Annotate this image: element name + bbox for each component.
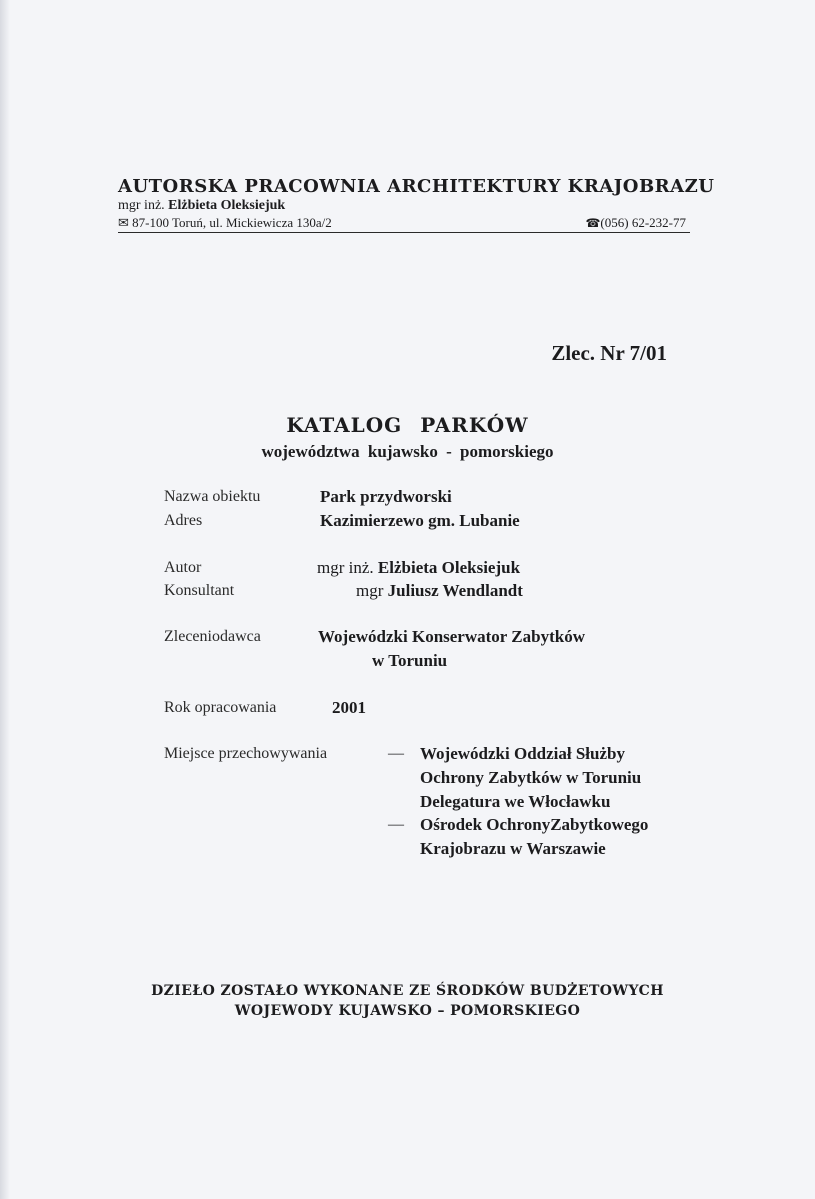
studio-address: 87-100 Toruń, ul. Mickiewicza 130a/2 [132,215,332,230]
author-label: Autor [164,559,202,576]
storage-2-line2: Krajobrazu w Warszawie [420,839,606,858]
storage-dash-1: — [388,745,404,762]
address-value: Kazimierzewo gm. Lubanie [320,511,520,530]
storage-dash-2: — [388,816,404,833]
letterhead [118,176,715,233]
author-name: Elżbieta Oleksiejuk [377,558,521,577]
object-name-label: Nazwa obiektu [164,488,261,505]
storage-1-line2: Ochrony Zabytków w Toruniu [420,768,642,787]
contact-row [118,215,690,233]
consultant-value [356,581,523,601]
catalog-title: KATALOG PARKÓW [286,413,529,437]
order-value: 7/01 [629,341,667,365]
consultant-name: Juliusz Wendlandt [387,581,523,600]
address-label: Adres [164,512,203,529]
consultant-title: mgr [356,581,384,600]
catalog-subtitle: województwa kujawsko - pomorskiego [261,442,554,461]
client-label: Zleceniodawca [164,628,261,645]
consultant-label: Konsultant [164,582,235,599]
order-number [551,341,667,366]
storage-2-line1: Ośrodek OchronyZabytkowego [420,815,649,834]
address-line [118,215,332,231]
client-value-line1: Wojewódzki Konserwator Zabytków [318,627,585,646]
telephone-icon: ☎ [585,216,601,230]
storage-1-line3: Delegatura we Włocławku [420,792,611,811]
object-name-value: Park przydworski [320,487,452,506]
storage-label: Miejsce przechowywania [164,745,328,762]
studio-name: AUTORSKA PRACOWNIA ARCHITEKTURY KRAJOBRAZU [118,176,715,197]
author-title: mgr inż. [317,558,374,577]
studio-author [118,198,690,214]
order-label: Zlec. Nr [551,341,625,365]
funding-note-line2: WOJEWODY KUJAWSKO – POMORSKIEGO [234,1003,581,1019]
funding-note-line1: DZIEŁO ZOSTAŁO WYKONANE ZE ŚRODKÓW BUDŻETOWYCH [151,983,664,999]
storage-1-line1: Wojewódzki Oddział Służby [420,744,625,763]
scan-edge-shadow [0,0,10,1199]
studio-author-name: Elżbieta Oleksiejuk [168,198,286,213]
phone-line [585,215,686,231]
studio-phone: (056) 62-232-77 [600,215,686,230]
envelope-icon: ✉ [118,216,129,231]
author-value [317,558,520,578]
year-label: Rok opracowania [164,699,277,716]
studio-author-prefix: mgr inż. [118,198,165,213]
client-value-line2: w Toruniu [372,651,448,670]
year-value: 2001 [332,698,366,717]
